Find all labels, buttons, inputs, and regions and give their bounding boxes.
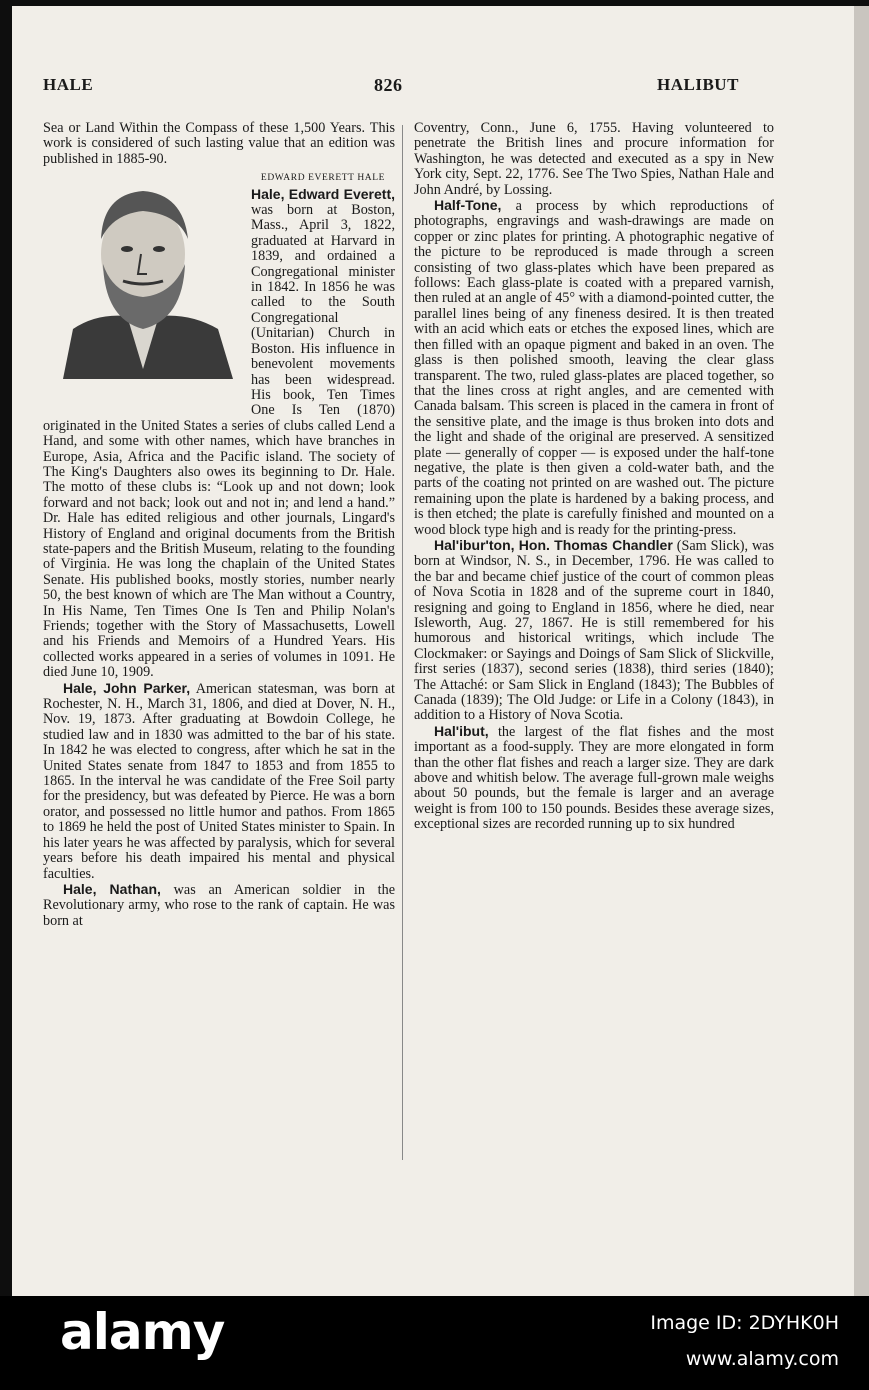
entry-body: a process by which reproductions of photographs, engravings and wash-drawings are made on copper or zinc plates for printing. A photographic negative of the picture to be reproduced is made through a screen consisting of two glass-plates which have been prepared as follows: Each glass-plate is coated with a prepared varnish, then ruled at an angle of 45° with a diamond-pointed cutter, the parallel lines being of any fineness desired. It is then treated with an acid which eats or etches the exposed lines, which are then filled with an opaque pigment and baked in an oven. The glass is then polished smooth, leaving the clear glass transparent. The two, ruled glass-plates are placed together, so that the lines cross at right angles, and are cemented with Canada balsam. This screen is placed in the camera in front of the sensitive plate, and the image is thus broken into dots and the light and shade of the original are preserved. A sensitized plate — generally of copper — is exposed under the half-tone negative, the plate is then given a cold-water bath, and the parts of the coating not printed on are washed out. The picture remaining upon the plate is hardened by a baking process, and is then etched; the plate is carefully finished and mounted on a wood block type high and is ready for the printing-press. xyxy=(414,198,774,538)
page-number: 826 xyxy=(374,75,403,95)
entry-headword: Hale, John Parker, xyxy=(63,679,191,696)
running-head-right: HALIBUT xyxy=(657,75,739,94)
entry-hale-john-parker xyxy=(43,681,395,882)
watermark-url: www.alamy.com xyxy=(685,1348,839,1370)
entry-hale-nathan xyxy=(43,882,395,929)
entry-body: the largest of the flat fishes and the most important as a food-supply. They are more elongated in form than the other flat fishes and reach a larger size. They are dark above and whitish below. The average full-grown male weighs about 50 pounds, but the female is larger and an average weight is from 100 to 150 pounds. Besides these average sizes, exceptional sizes are recorded running up to six hundred xyxy=(414,723,774,833)
entry-body: (Sam Slick), was born at Windsor, N. S., in December, 1796. He was called to the bar and became chief justice of the court of common pleas of Nova Scotia in 1828 and of the supreme court in 1840, resigning and going to England in 1856, where he died, near Isleworth, Aug. 27, 1867. He is still remembered for his humorous and historical writings, which include The Clockmaker: or Sayings and Doings of Sam Slick of Slickville, first series (1837), second series (1838), third series (1840); The Attaché: or Sam Slick in England (1843); The Bubbles of Canada (1839); The Old Judge: or Life in a Colony (1843), in addition to a History of Nova Scotia. xyxy=(414,537,775,724)
entry-headword: Hale, Edward Everett, xyxy=(251,185,395,202)
page-edge xyxy=(854,6,869,1296)
entry-headword: Hale, Nathan, xyxy=(63,880,161,897)
portrait-caption: EDWARD EVERETT HALE xyxy=(260,173,386,184)
running-head-left: HALE xyxy=(43,75,94,94)
portrait-figure xyxy=(43,169,243,404)
column-divider xyxy=(402,125,403,1160)
alamy-logo: alamy xyxy=(60,1303,225,1361)
portrait-engraving xyxy=(43,169,243,379)
entry-halibut xyxy=(414,724,774,833)
right-column xyxy=(414,121,774,833)
entry-headword: Hal'ibur'ton, Hon. Thomas Chandler xyxy=(434,536,673,553)
left-column xyxy=(43,121,395,929)
entry-body: was an American soldier in the Revolutionary army, who rose to the rank of captain. He was born at xyxy=(43,881,395,929)
entry-body: American statesman, was born at Rochester, N. H., March 31, 1806, and died at Dover, N. H., Nov. 19, 1873. After graduating at Bowdoin College, he studied law and in 1830 was admitted to the bar of his state. In 1842 he was elected to congress, after which he sat in the United States senate from 1847 to 1853 and from 1855 to 1865. In the interval he was candidate of the Free Soil party for the presidency, but was defeated by Pierce. He was a born orator, and possessed no little humor and pathos. From 1865 to 1869 he held the post of United States minister to Spain. In his later years he was affected by paralysis, which for several years before his death impaired his mental and physical faculties. xyxy=(43,680,395,882)
entry-headword: Half-Tone, xyxy=(434,197,502,214)
entry-haliburton xyxy=(414,538,774,724)
entry-body: was born at Boston, Mass., April 3, 1822, graduated at Harvard in 1839, and ordained a Congregational minister in 1842. In 1856 he was called to the South Congregational (Unitarian) Church in Boston. His influence in benevolent movements has been widespread. His book, Ten Times One Is Ten (1870) originated in the United States a series of clubs called Lend a Hand, and some with other names, which have branches in Europe, Asia, Africa and the Pacific island. The society of The King's Daughters also owes its beginning to Dr. Hale. The motto of these clubs is: “Look up and not down; look forward and not back; look out and not in; and lend a hand.” Dr. Hale has edited religious and other journals, Lingard's History of England and original documents from the British state-papers and the British Museum, relating to the founding of Virginia. He was long the chaplain of the United States Senate. His published books, mostly stories, number nearly 50, the best known of which are The Man without a Country, In His Name, Ten Times One Is Ten and Philip Nolan's Friends; together with the Story of Massachusetts, Lowell and his Friends and Memoirs of a Hundred Years. His collected works appeared in a series of volumes in 1091. He died June 10, 1909. xyxy=(43,202,395,681)
continuation-paragraph: Sea or Land Within the Compass of these 1,500 Years. This work is considered of such lasting value that an edition was published in 1885-90. xyxy=(43,120,395,167)
image-id-label: Image ID: 2DYHK0H xyxy=(650,1312,839,1334)
entry-half-tone xyxy=(414,198,774,538)
continuation-paragraph: Coventry, Conn., June 6, 1755. Having volunteered to penetrate the British lines and procure information for Washington, he was detected and executed as a spy in New York city, Sept. 22, 1776. See The Two Spies, Nathan Hale and John André, by Lossing. xyxy=(414,120,774,198)
entry-headword: Hal'ibut, xyxy=(434,722,489,739)
